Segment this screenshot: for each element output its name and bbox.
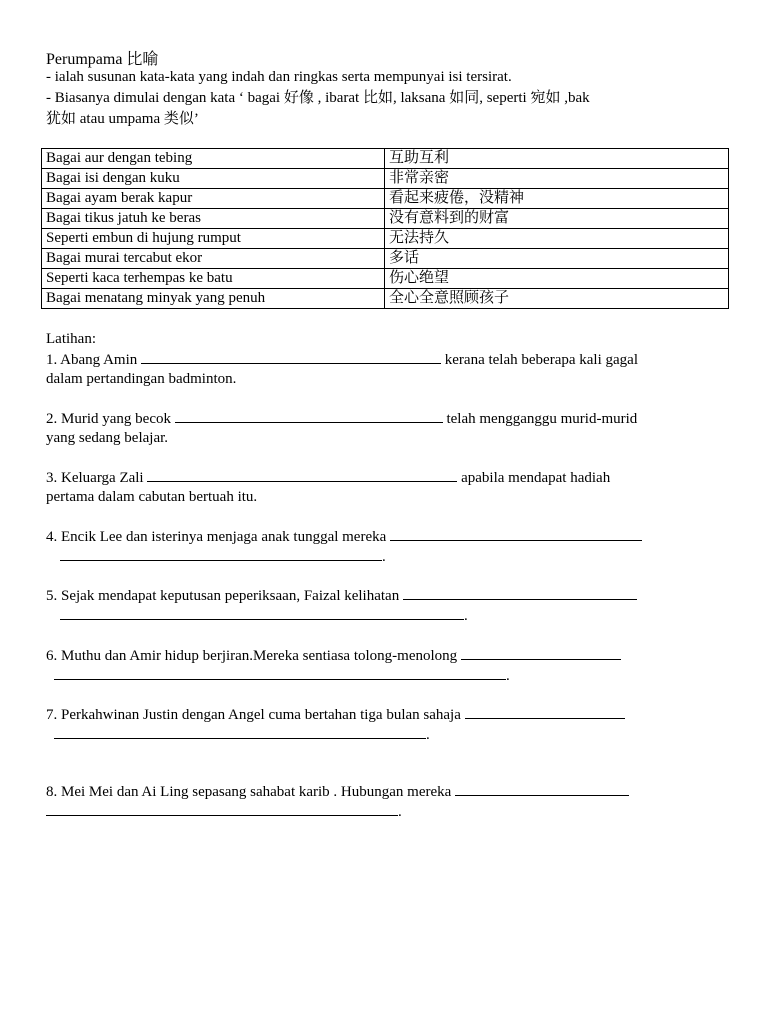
table-row bbox=[42, 149, 729, 169]
question-8 bbox=[46, 781, 629, 802]
question-text: 4. Encik Lee dan isterinya menjaga anak tunggal mereka bbox=[46, 529, 391, 545]
question-7 bbox=[46, 704, 625, 725]
chinese-cell: 无法持久 bbox=[385, 229, 729, 249]
answer-blank[interactable] bbox=[175, 408, 443, 423]
table-row bbox=[42, 209, 729, 229]
malay-cell: Bagai isi dengan kuku bbox=[42, 169, 385, 189]
question-text: kerana telah beberapa kali gagal bbox=[441, 352, 638, 368]
answer-blank[interactable] bbox=[54, 724, 426, 739]
malay-cell: Seperti kaca terhempas ke batu bbox=[42, 269, 385, 289]
perumpama-table bbox=[41, 148, 729, 309]
question-text: 7. Perkahwinan Justin dengan Angel cuma bertahan tiga bulan sahaja bbox=[46, 707, 465, 723]
intro-line-1: - ialah susunan kata-kata yang indah dan ringkas serta mempunyai isi tersirat. bbox=[46, 69, 512, 85]
question-2-line-2: yang sedang belajar. bbox=[46, 430, 169, 446]
answer-blank[interactable] bbox=[141, 349, 441, 364]
answer-blank[interactable] bbox=[60, 605, 464, 620]
malay-cell: Bagai murai tercabut ekor bbox=[42, 249, 385, 269]
answer-blank[interactable] bbox=[46, 801, 398, 816]
question-6-line-2: . bbox=[54, 665, 510, 686]
answer-blank[interactable] bbox=[465, 704, 625, 719]
question-5-line-2: . bbox=[60, 605, 468, 626]
chinese-cell: 全心全意照顾孩子 bbox=[385, 289, 729, 309]
question-5 bbox=[46, 585, 637, 606]
question-text: telah mengganggu murid-murid bbox=[442, 411, 638, 427]
answer-blank[interactable] bbox=[403, 585, 637, 600]
question-7-line-2: . bbox=[54, 724, 430, 745]
question-3 bbox=[46, 467, 610, 488]
answer-blank[interactable] bbox=[54, 665, 506, 680]
chinese-cell: 多话 bbox=[385, 249, 729, 269]
question-1 bbox=[46, 349, 638, 370]
question-text: 1. Abang Amin bbox=[46, 352, 142, 368]
page-title: Perumpama 比喻 bbox=[46, 51, 159, 68]
question-text: 8. Mei Mei dan Ai Ling sepasang sahabat karib . Hubungan mereka bbox=[46, 784, 456, 800]
question-4 bbox=[46, 526, 642, 547]
malay-cell: Bagai menatang minyak yang penuh bbox=[42, 289, 385, 309]
question-text: 5. Sejak mendapat keputusan peperiksaan, Faizal kelihatan bbox=[46, 588, 403, 604]
question-text: 3. Keluarga Zali bbox=[46, 470, 148, 486]
question-6 bbox=[46, 645, 621, 666]
question-text: 2. Murid yang becok bbox=[46, 411, 175, 427]
question-8-line-2: . bbox=[46, 801, 402, 822]
table-row bbox=[42, 189, 729, 209]
question-3-line-2: pertama dalam cabutan bertuah itu. bbox=[46, 489, 258, 505]
answer-blank[interactable] bbox=[390, 526, 642, 541]
answer-blank[interactable] bbox=[60, 546, 382, 561]
question-2 bbox=[46, 408, 637, 429]
exercise-heading: Latihan: bbox=[46, 331, 96, 347]
table-row bbox=[42, 249, 729, 269]
answer-blank[interactable] bbox=[455, 781, 629, 796]
malay-cell: Seperti embun di hujung rumput bbox=[42, 229, 385, 249]
question-4-line-2: . bbox=[60, 546, 386, 567]
chinese-cell: 没有意料到的财富 bbox=[385, 209, 729, 229]
malay-cell: Bagai ayam berak kapur bbox=[42, 189, 385, 209]
question-text: 6. Muthu dan Amir hidup berjiran.Mereka sentiasa tolong-menolong bbox=[46, 648, 461, 664]
chinese-cell: 伤心绝望 bbox=[385, 269, 729, 289]
table-row bbox=[42, 269, 729, 289]
table-row bbox=[42, 289, 729, 309]
answer-blank[interactable] bbox=[461, 645, 621, 660]
chinese-cell: 非常亲密 bbox=[385, 169, 729, 189]
answer-blank[interactable] bbox=[147, 467, 457, 482]
malay-cell: Bagai tikus jatuh ke beras bbox=[42, 209, 385, 229]
table-row bbox=[42, 229, 729, 249]
intro-line-3: 犹如 atau umpama 类似’ bbox=[46, 111, 199, 127]
table-row bbox=[42, 169, 729, 189]
chinese-cell: 互助互利 bbox=[385, 149, 729, 169]
intro-line-2: - Biasanya dimulai dengan kata ‘ bagai 好像 , ibarat 比如, laksana 如同, seperti 宛如 ,bak bbox=[46, 90, 590, 106]
question-text: apabila mendapat hadiah bbox=[457, 470, 611, 486]
chinese-cell: 看起来疲倦，没精神 bbox=[385, 189, 729, 209]
malay-cell: Bagai aur dengan tebing bbox=[42, 149, 385, 169]
question-1-line-2: dalam pertandingan badminton. bbox=[46, 371, 237, 387]
